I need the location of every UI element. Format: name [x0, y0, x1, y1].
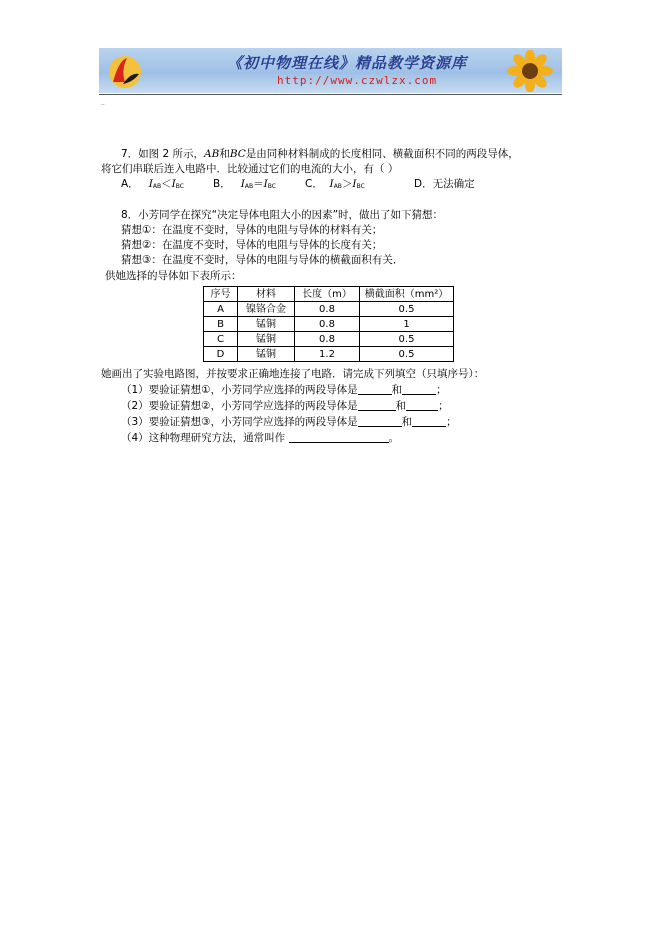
q8-table-intro: 供她选择的导体如下表所示： [105, 270, 242, 282]
q8-guess-3: 猜想③：在温度不变时，导体的电阻与导体的横截面积有关． [121, 254, 404, 266]
table-cell: 0.8 [295, 302, 360, 317]
table-cell: 0.8 [295, 332, 360, 347]
answer-blank[interactable] [412, 416, 446, 427]
table-row [204, 317, 454, 332]
answer-blank[interactable] [402, 384, 436, 395]
table-cell: 1 [360, 317, 454, 332]
table-cell: D [204, 347, 238, 362]
q7-option-c: C． IAB＞IBC [305, 178, 365, 190]
table-header-cell: 横截面积（mm²） [360, 287, 454, 302]
table-cell: 0.5 [360, 302, 454, 317]
conductor-table [203, 286, 454, 362]
table-header-cell: 长度（m） [295, 287, 360, 302]
q7-option-b: B． IAB＝IBC [213, 178, 276, 190]
header-banner [99, 48, 562, 93]
answer-blank[interactable] [358, 400, 396, 411]
table-row [204, 302, 454, 317]
q8-guess-2: 猜想②：在温度不变时，导体的电阻与导体的长度有关； [121, 239, 383, 251]
table-cell: 锰铜 [238, 332, 295, 347]
q7-option-a: A． IAB＜IBC [121, 178, 184, 190]
table-header-cell: 材料 [238, 287, 295, 302]
q7-line-1: 7．如图 2 所示，AB和BC是由同种材料制成的长度相同、横截面积不同的两段导体， [121, 148, 519, 160]
answer-blank[interactable] [406, 400, 438, 411]
q8-after-table: 她画出了实验电路图，并按要求正确地连接了电路．请完成下列填空（只填序号）： [101, 368, 485, 380]
table-header-cell: 序号 [204, 287, 238, 302]
banner-url: http://www.czwlzx.com [277, 74, 438, 87]
table-row [204, 347, 454, 362]
answer-blank[interactable] [358, 416, 402, 427]
answer-blank[interactable] [358, 384, 392, 395]
table-header-row [204, 287, 454, 302]
table-cell: B [204, 317, 238, 332]
table-cell: 1.2 [295, 347, 360, 362]
banner-title: 《初中物理在线》精品教学资源库 [227, 54, 468, 72]
table-cell: 0.5 [360, 332, 454, 347]
q8-sub-2: （2）要验证猜想②，小芳同学应选择的两段导体是 和 ； [121, 400, 449, 412]
table-cell: 0.5 [360, 347, 454, 362]
table-cell: C [204, 332, 238, 347]
sunflower-icon [488, 50, 558, 92]
table-cell: 锰铜 [238, 317, 295, 332]
table-cell: 镍铬合金 [238, 302, 295, 317]
table-cell: A [204, 302, 238, 317]
q8-sub-3: （3）要验证猜想③，小芳同学应选择的两段导体是 和 ； [121, 416, 457, 428]
table-cell: 0.8 [295, 317, 360, 332]
q8-guess-1: 猜想①：在温度不变时，导体的电阻与导体的材料有关； [121, 224, 383, 236]
answer-blank[interactable] [289, 432, 389, 443]
table-cell: 锰铜 [238, 347, 295, 362]
q8-sub-4: （4）这种物理研究方法，通常叫作 。 [121, 432, 400, 444]
q8-sub-1: （1）要验证猜想①，小芳同学应选择的两段导体是 和 ； [121, 384, 447, 396]
q7-option-d: D．无法确定 [414, 178, 475, 190]
page-mark: .. [101, 100, 105, 107]
q7-line-2: 将它们串联后连入电路中．比较通过它们的电流的大小，有（ ） [101, 163, 399, 175]
q8-intro: 8．小芳同学在探究“决定导体电阻大小的因素”时，做出了如下猜想： [121, 209, 444, 221]
header-divider [99, 94, 562, 95]
table-row [204, 332, 454, 347]
site-logo-icon [105, 52, 145, 90]
